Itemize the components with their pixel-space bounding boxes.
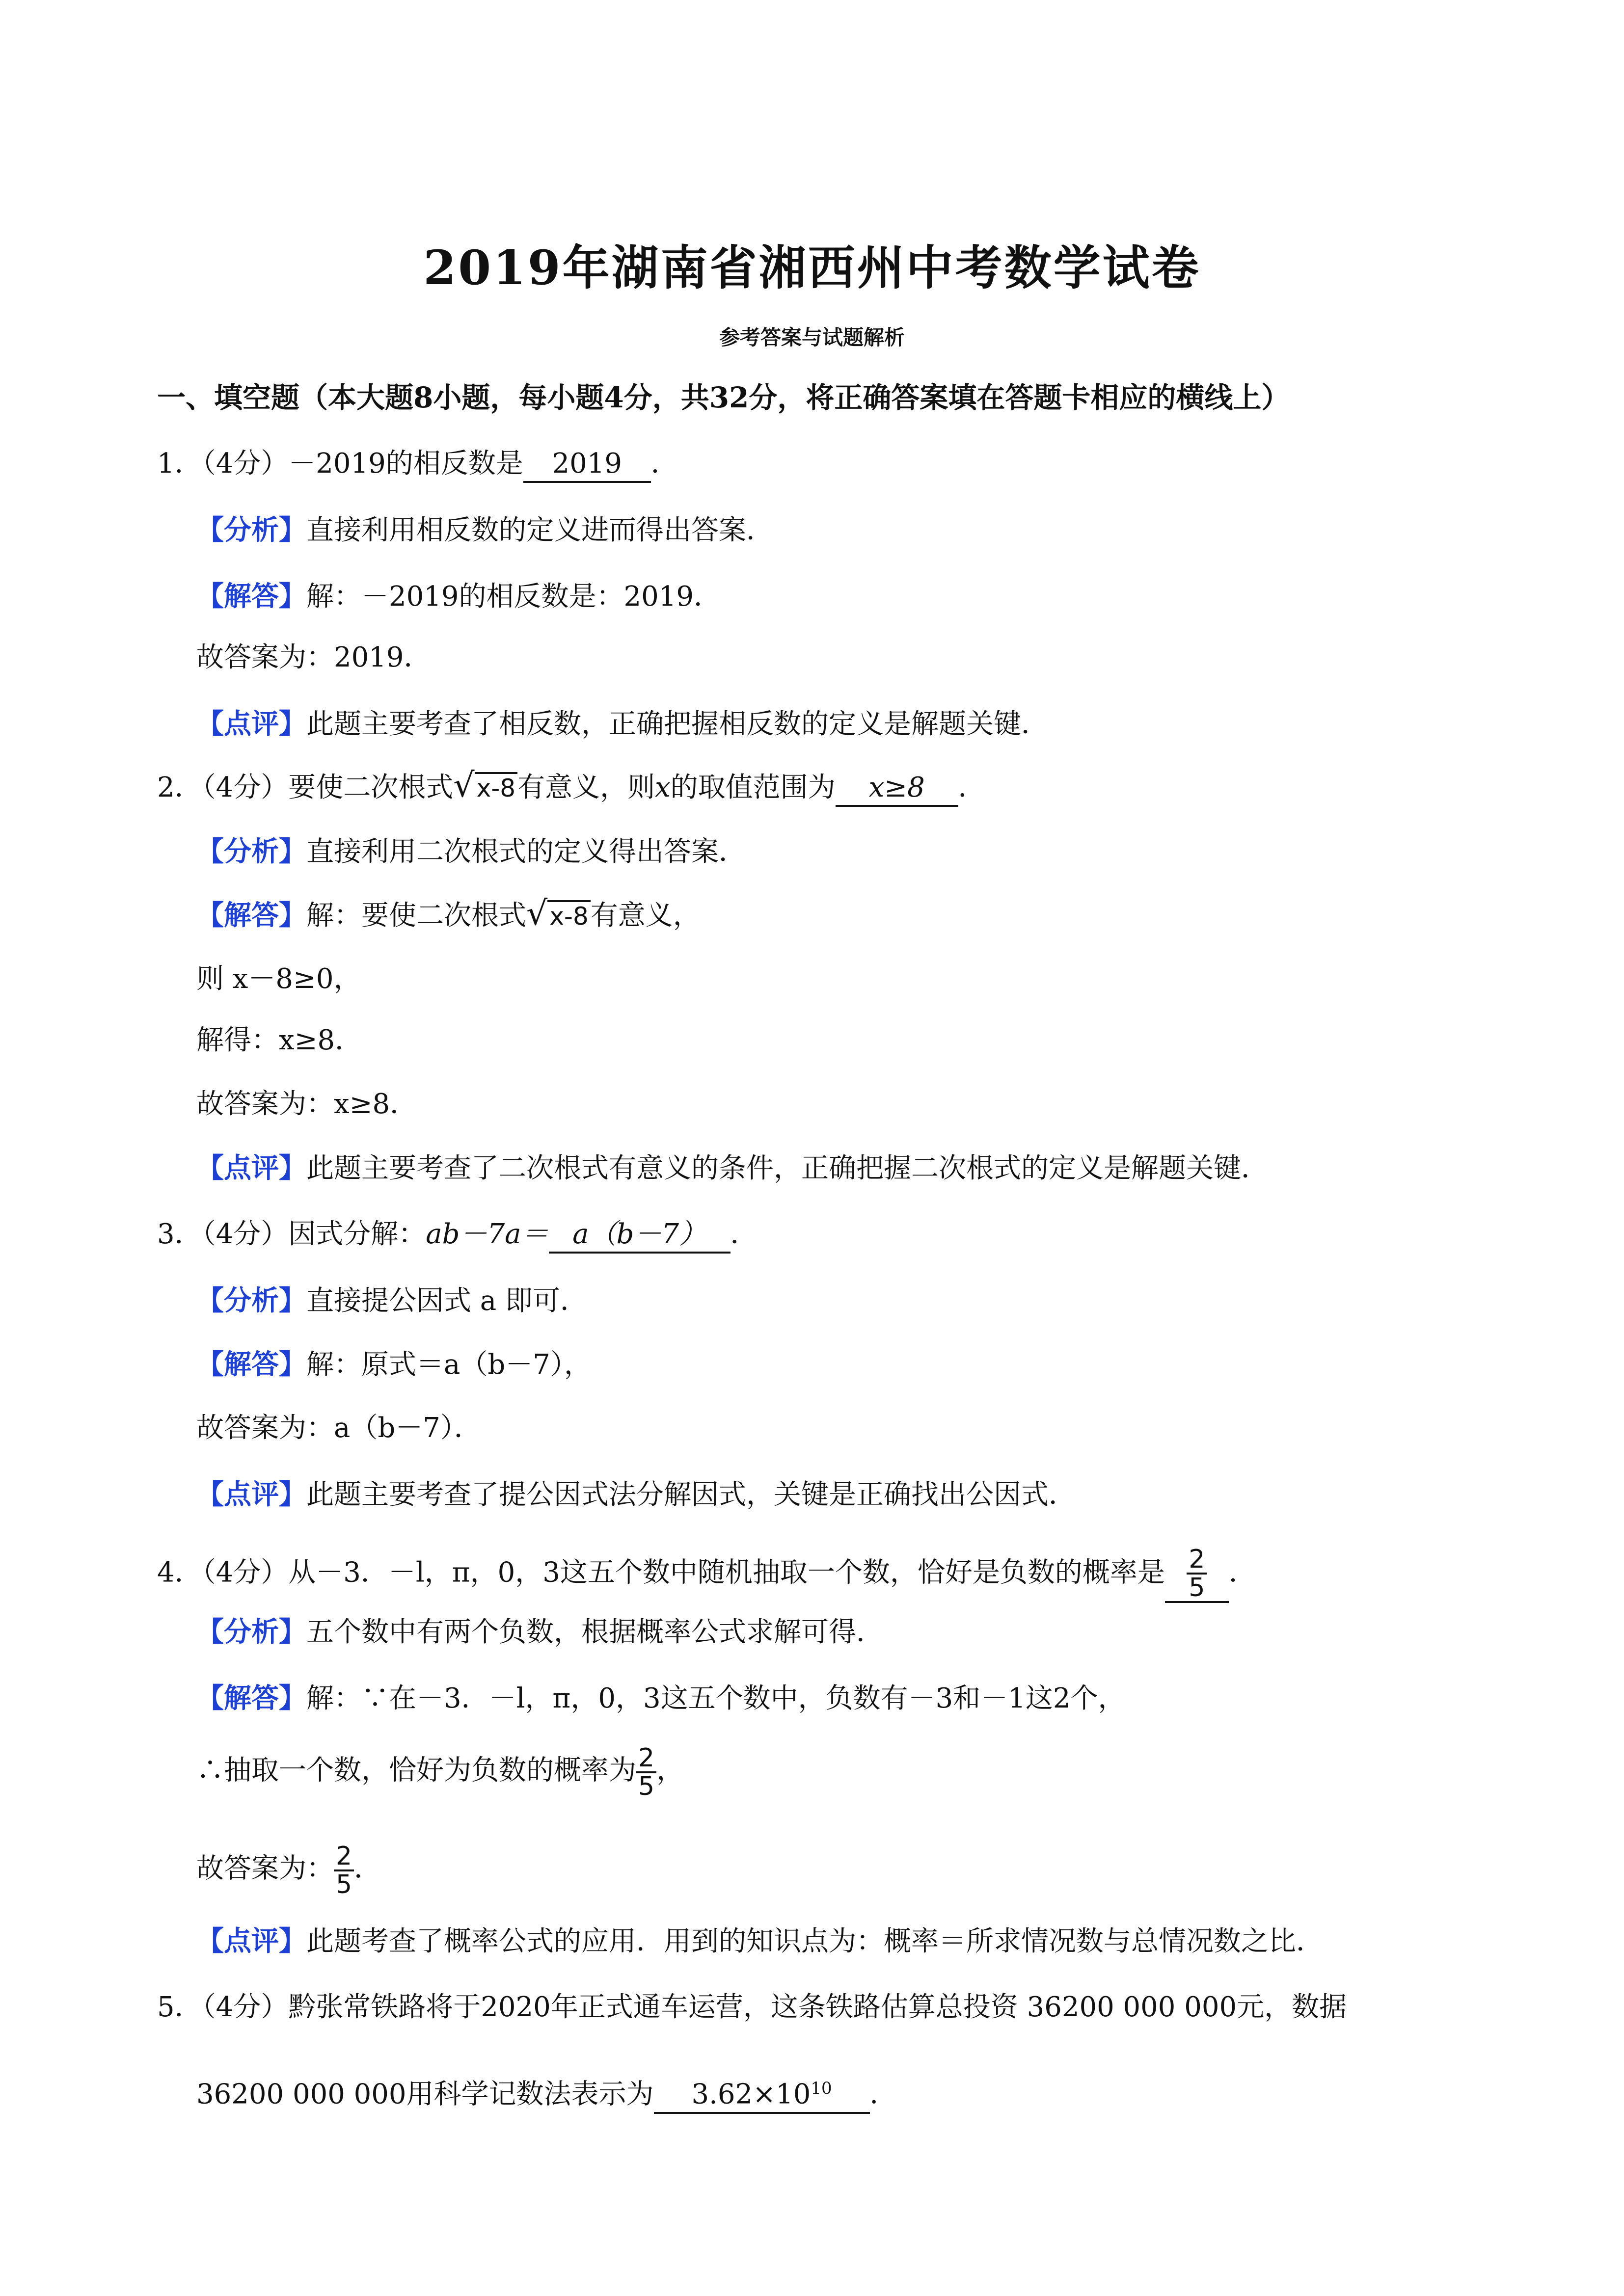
- q2-solution-text-a: 解：要使二次根式: [306, 900, 526, 932]
- q4-comment: [196, 1922, 1324, 1961]
- section-heading: 一、填空题（本大题8小题，每小题4分，共32分，将正确答案填在答题卡相应的横线上）: [157, 381, 1290, 414]
- question-2-middle-a: 有意义，则: [517, 772, 655, 803]
- question-4-end: ．: [1228, 1556, 1256, 1589]
- question-1-end: ．: [650, 448, 678, 480]
- q4-final: [196, 1843, 381, 1898]
- fraction-denominator: 5: [638, 1772, 655, 1801]
- q2-step1: 则 x－8≥0，: [196, 963, 361, 995]
- answer-exponent: 10: [811, 2079, 832, 2098]
- q4-final-text: 故答案为：: [196, 1852, 334, 1885]
- analysis-tag: 【分析】: [196, 1616, 306, 1648]
- question-2-middle-b: 的取值范围为: [670, 772, 836, 803]
- question-2-var: x: [655, 772, 671, 803]
- q2-step2: 解得：x≥8．: [196, 1024, 363, 1056]
- q2-analysis-text: 直接利用二次根式的定义得出答案．: [306, 836, 746, 868]
- q3-final: 故答案为：a（b－7）．: [196, 1412, 482, 1444]
- question-5-answer: [654, 2071, 870, 2114]
- q4-analysis: [196, 1612, 884, 1652]
- question-3-expr: ab－7a＝: [426, 1218, 549, 1250]
- question-1-text: 1．（4分）－2019的相反数是: [157, 448, 523, 480]
- comment-tag: 【点评】: [196, 1478, 306, 1511]
- question-4-answer: [1165, 1546, 1229, 1603]
- q1-analysis: [196, 510, 774, 550]
- q1-final: 故答案为：2019．: [196, 641, 432, 673]
- solution-tag: 【解答】: [196, 580, 306, 613]
- fraction-denominator: 5: [1189, 1573, 1205, 1602]
- q2-comment: [196, 1148, 1269, 1188]
- q1-solution-text: 解：－2019的相反数是：2019．: [306, 581, 722, 613]
- question-3-answer: a（b－7）: [549, 1217, 731, 1254]
- q3-comment-text: 此题主要考查了提公因式法分解因式，关键是正确找出公因式．: [306, 1479, 1076, 1511]
- q4-analysis-text: 五个数中有两个负数，根据概率公式求解可得．: [306, 1616, 884, 1648]
- question-1-answer: 2019: [523, 447, 651, 483]
- q4-step1: [196, 1745, 684, 1800]
- answer-base: 3.62×10: [691, 2078, 811, 2110]
- fraction: [636, 1745, 656, 1800]
- solution-tag: 【解答】: [196, 1348, 306, 1381]
- analysis-tag: 【分析】: [196, 1284, 306, 1317]
- page-title: 2019年湖南省湘西州中考数学试卷: [423, 240, 1201, 295]
- q3-analysis-text: 直接提公因式 a 即可．: [306, 1285, 588, 1317]
- question-2-answer: x≥8: [836, 771, 958, 807]
- q4-solution: [196, 1679, 1126, 1718]
- comment-tag: 【点评】: [196, 1152, 306, 1184]
- sqrt-expression: √x-8: [453, 768, 517, 808]
- q3-comment: [196, 1475, 1076, 1515]
- question-5-line1: 5．（4分）黔张常铁路将于2020年正式通车运营，这条铁路估算总投资 36200 000 000元，数据: [157, 1991, 1347, 2023]
- page-subtitle: 参考答案与试题解析: [719, 325, 905, 349]
- question-5-line2: [196, 2071, 897, 2114]
- question-3-text: 3．（4分）因式分解：: [157, 1218, 426, 1250]
- comment-tag: 【点评】: [196, 708, 306, 740]
- solution-tag: 【解答】: [196, 899, 306, 932]
- fraction: [334, 1843, 354, 1898]
- q2-analysis: [196, 832, 746, 872]
- question-5-end: ．: [869, 2078, 897, 2110]
- q4-step1-text: ∴抽取一个数，恰好为负数的概率为: [196, 1754, 636, 1787]
- fraction-numerator: 2: [636, 1745, 656, 1773]
- question-5-text: 36200 000 000用科学记数法表示为: [196, 2078, 654, 2110]
- fraction: [1187, 1546, 1207, 1601]
- fraction-numerator: 2: [334, 1843, 354, 1871]
- q2-solution: [196, 896, 701, 936]
- question-3-end: ．: [730, 1218, 758, 1250]
- q4-step1-end: ，: [656, 1754, 684, 1787]
- solution-tag: 【解答】: [196, 1682, 306, 1714]
- question-2-end: ．: [958, 772, 986, 803]
- question-2-text: 2．（4分）要使二次根式: [157, 772, 454, 803]
- fraction-numerator: 2: [1187, 1546, 1207, 1575]
- analysis-tag: 【分析】: [196, 835, 306, 868]
- q1-comment: [196, 704, 1049, 744]
- q3-solution-text: 解：原式＝a（b－7），: [306, 1349, 592, 1381]
- analysis-tag: 【分析】: [196, 514, 306, 546]
- q3-analysis: [196, 1281, 588, 1321]
- sqrt-expression: √x-8: [526, 896, 591, 936]
- radicand: x-8: [547, 900, 590, 931]
- q2-final: 故答案为：x≥8．: [196, 1088, 418, 1120]
- q4-solution-text: 解：∵在－3．－l，π，0，3这五个数中，负数有－3和－1这2个，: [306, 1682, 1126, 1714]
- fraction-denominator: 5: [336, 1870, 352, 1899]
- q2-comment-text: 此题主要考查了二次根式有意义的条件，正确把握二次根式的定义是解题关键．: [306, 1152, 1269, 1184]
- q4-comment-text: 此题考查了概率公式的应用．用到的知识点为：概率＝所求情况数与总情况数之比．: [306, 1925, 1324, 1957]
- q1-comment-text: 此题主要考查了相反数，正确把握相反数的定义是解题关键．: [306, 708, 1049, 740]
- question-3: [157, 1215, 758, 1254]
- q2-solution-text-b: 有意义，: [590, 900, 701, 932]
- comment-tag: 【点评】: [196, 1925, 306, 1957]
- question-4: [157, 1546, 1256, 1603]
- question-1: [157, 444, 678, 483]
- radicand: x-8: [475, 772, 517, 802]
- q1-solution: [196, 577, 721, 616]
- question-2: [157, 768, 986, 808]
- question-4-text: 4．（4分）从－3．－l，π，0，3这五个数中随机抽取一个数，恰好是负数的概率是: [157, 1556, 1165, 1589]
- q4-final-end: ．: [354, 1852, 382, 1885]
- q3-solution: [196, 1345, 592, 1385]
- q1-analysis-text: 直接利用相反数的定义进而得出答案．: [306, 514, 774, 546]
